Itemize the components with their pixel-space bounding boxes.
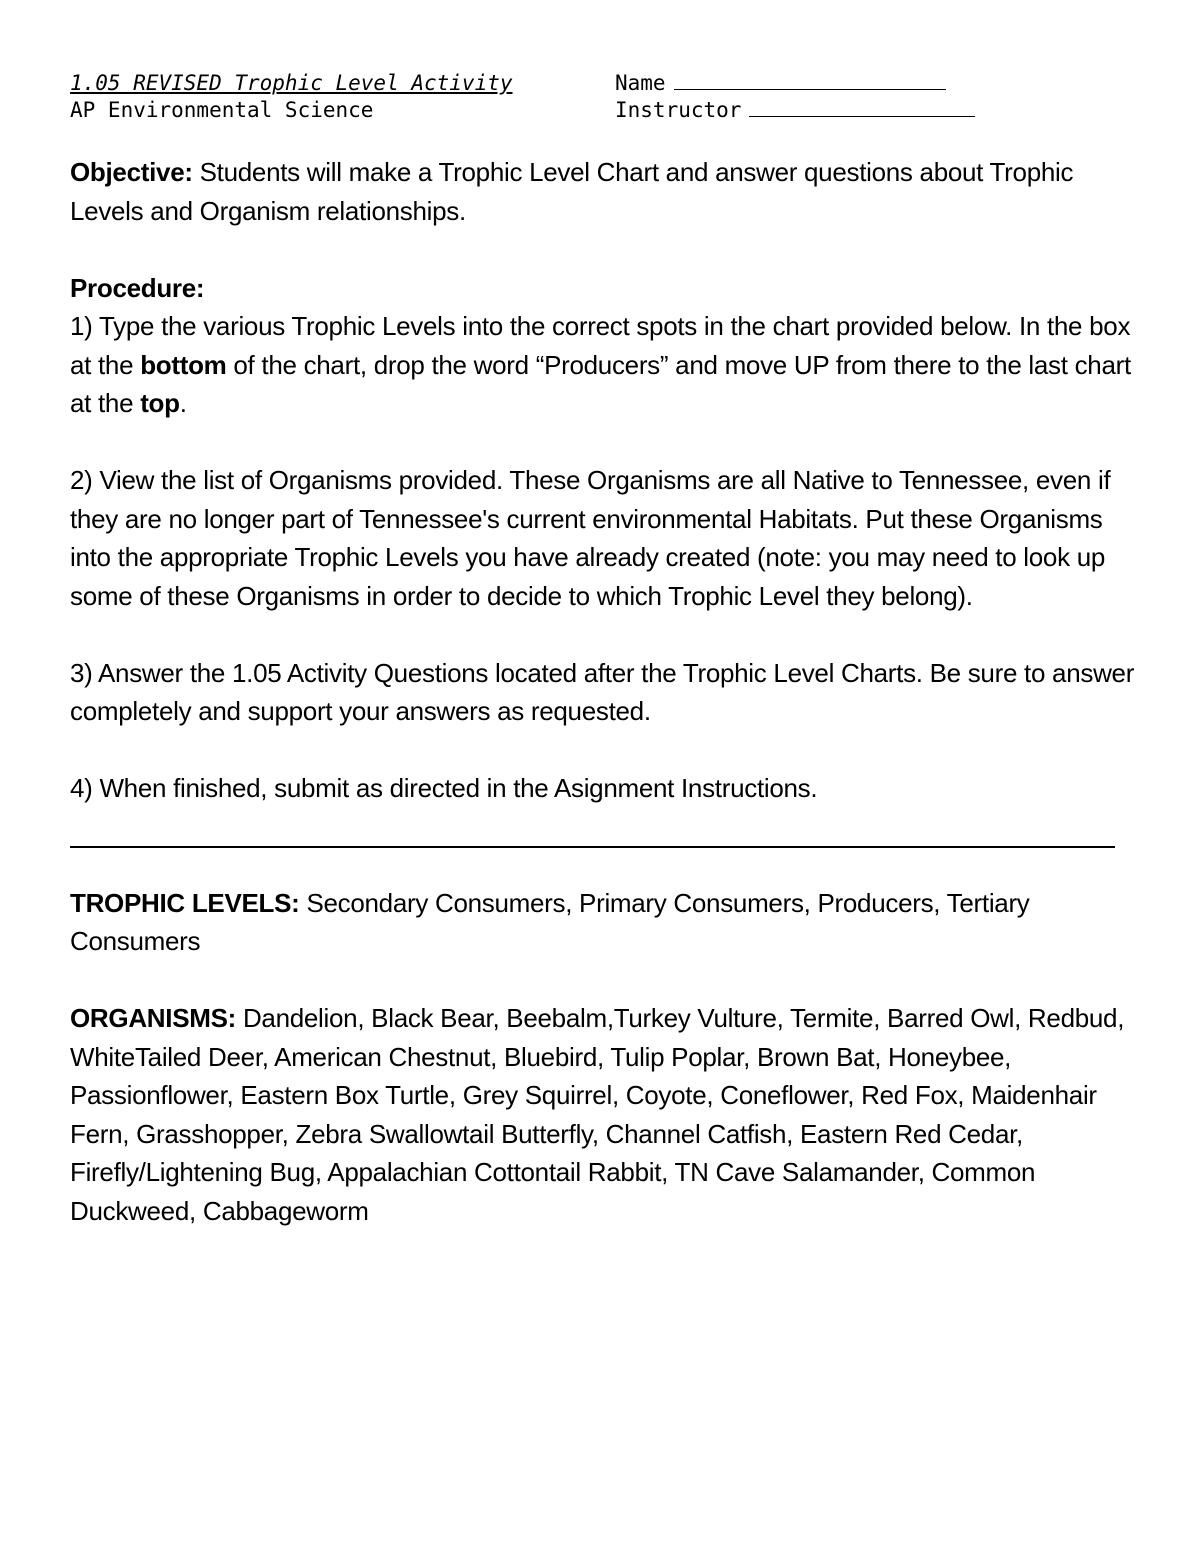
document-body	[70, 153, 1135, 1230]
trophic-levels-paragraph	[70, 884, 1135, 961]
objective-text: Students will make a Trophic Level Chart and answer questions about Trophic Levels and Organism relationships.	[70, 157, 1074, 226]
procedure-step-2: 2) View the list of Organisms provided. These Organisms are all Native to Tennessee, even if they are no longer part of Tennessee's current environmental Habitats. Put these Organisms into the appropriate Trophic Levels you have already created (note: you may need to look up some of these Organisms in order to decide to which Trophic Level they belong).	[70, 465, 1111, 611]
organisms-label: ORGANISMS:	[70, 1003, 237, 1033]
step-1-text-b: of the chart, drop the word “Producers” and move UP from there to the last chart at the	[70, 349, 1131, 418]
instructor-label: Instructor	[615, 98, 742, 122]
name-field[interactable]	[615, 70, 946, 97]
header-row-1	[70, 70, 1130, 97]
step-1-text-a: 1) Type the various Trophic Levels into the correct spots in the chart provided below. In the box at the	[70, 311, 1131, 380]
step-1-bold-top: top	[140, 388, 180, 418]
instructor-field[interactable]	[615, 97, 975, 124]
procedure-step-4: 4) When finished, submit as directed in the Asignment Instructions.	[70, 773, 818, 803]
organisms-paragraph	[70, 999, 1135, 1230]
course-name: AP Environmental Science	[70, 98, 374, 122]
instructor-blank-line[interactable]	[749, 98, 975, 117]
step-1-text-c: .	[179, 388, 187, 418]
procedure-heading: Procedure:	[70, 272, 205, 303]
procedure-step-1	[70, 307, 1135, 423]
name-label: Name	[615, 71, 666, 95]
objective-paragraph	[70, 153, 1135, 230]
name-blank-line[interactable]	[674, 71, 946, 90]
organisms-list: Dandelion, Black Bear, Beebalm,Turkey Vulture, Termite, Barred Owl, Redbud, WhiteTailed Deer, American Chestnut, Bluebird, Tulip Poplar, Brown Bat, Honeybee, Passionflower, Eastern Box Turtle, Grey Squirrel, Coyote, Coneflower, Red Fox, Maidenhair Fern, Grasshopper, Zebra Swallowtail Butterfly, Channel Catfish, Eastern Red Cedar, Firefly/Lightening Bug, Appalachian Cottontail Rabbit, TN Cave Salamander, Common Duckweed, Cabbageworm	[70, 1003, 1125, 1226]
document-header	[70, 70, 1130, 124]
trophic-levels-list: Secondary Consumers, Primary Consumers, Producers, Tertiary Consumers	[70, 887, 1030, 956]
procedure-step-3: 3) Answer the 1.05 Activity Questions located after the Trophic Level Charts. Be sure to answer completely and support your answers as requested.	[70, 657, 1135, 726]
trophic-levels-label: TROPHIC LEVELS:	[70, 887, 300, 918]
step-1-bold-bottom: bottom	[140, 349, 227, 380]
assignment-title: 1.05 REVISED Trophic Level Activity	[70, 71, 513, 95]
objective-label: Objective:	[70, 157, 193, 187]
header-row-2	[70, 97, 1130, 124]
